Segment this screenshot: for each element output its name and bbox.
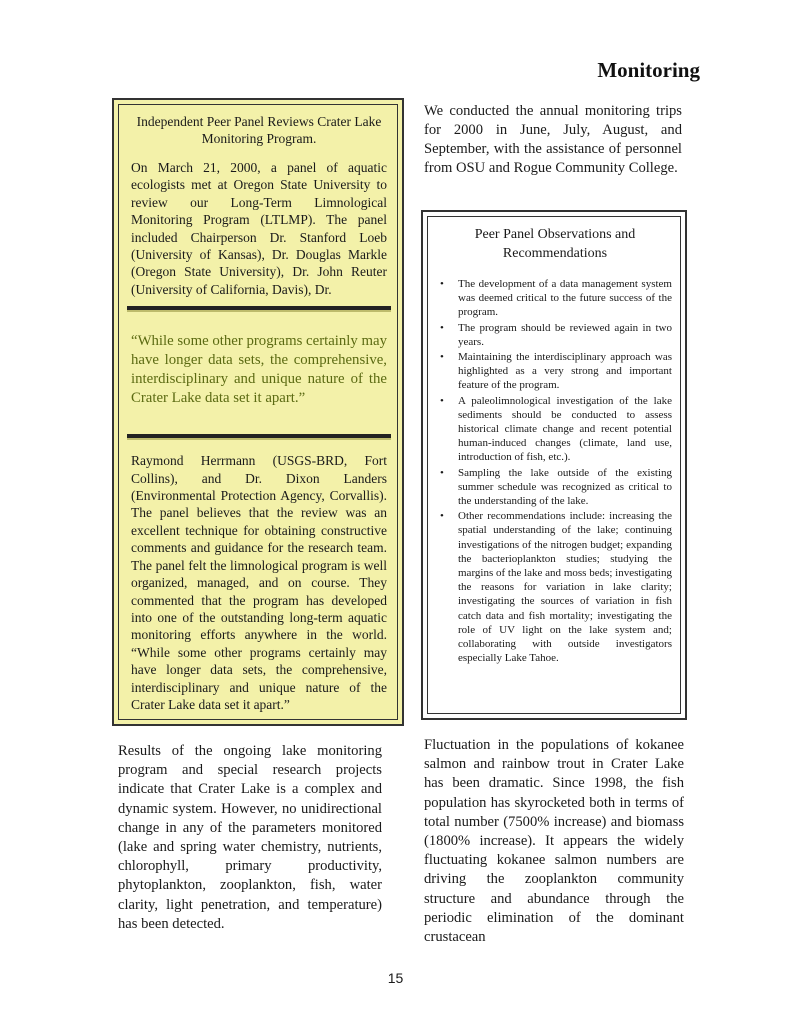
sidebar-pull-quote: “While some other programs certainly may have longer data sets, the comprehensive, interdisciplinary and unique nature of the Crater Lake data set it apart.” [131,333,387,407]
list-item-text: Sampling the lake outside of the existing summer schedule was recognized as critical to the understanding of the lake. [458,466,672,508]
bullet-icon: • [440,394,444,407]
list-item-text: The development of a data management system was deemed critical to the future success of the program. [458,278,672,319]
list-item [438,509,672,665]
sidebar-paragraph-2: Raymond Herrmann (USGS-BRD, Fort Collins), and Dr. Dixon Landers (Environmental Protection Agency, Corvallis). The panel believes that the review was an excellent technique for obtaining constructive comments and guidance for the research team. The panel felt the limnological program is well organized, managed, and on course. They commented that the program has developed into one of the outstanding long-term aquatic monitoring efforts anywhere in the world. “While some other programs certainly may have longer data sets, the comprehensive, interdisciplinary and unique nature of the Crater Lake data set it apart.” [131,453,387,712]
list-item-text: A paleolimnological investigation of the lake sediments should be conducted to assess historical climate change and recent potential human-induced changes (climate, land use, introduction of fish, etc.). [458,394,672,464]
bullet-icon: • [440,278,444,290]
peer-panel-box [421,210,687,720]
peer-panel-box-inner [427,216,681,714]
bullet-icon: • [440,351,444,364]
list-item-text: The program should be reviewed again in two years. [458,321,672,348]
list-item-text: Maintaining the interdisciplinary approach was highlighted as a very strong and important feature of the program. [458,351,672,392]
sidebar-divider-top [127,306,391,310]
panel-heading: Peer Panel Observations and Recommendations [474,227,636,261]
results-paragraph: Results of the ongoing lake monitoring program and special research projects indicate that Crater Lake is a complex and dynamic system. However, no unidirectional change in any of the parameters monitored (lake and spring water chemistry, nutrients, chlorophyll, primary productivity, phytoplankton, zooplankton, fish, water clarity, light penetration, and temperature) has been detected. [118,743,382,932]
list-item [438,350,672,393]
page-title: Monitoring [597,58,700,82]
list-item [438,321,672,349]
sidebar-heading: Independent Peer Panel Reviews Crater Lake Monitoring Program. [136,114,382,146]
peer-review-sidebar-inner [118,104,398,720]
bullet-icon: • [440,510,444,523]
page-number: 15 [387,970,404,986]
list-item [438,277,672,320]
list-item [438,466,672,509]
sidebar-divider-bottom [127,434,391,438]
list-item [438,394,672,465]
peer-review-sidebar [112,98,404,726]
list-item-text: Other recommendations include: increasing the spatial understanding of the lake; continuing investigations of the nitrogen budget; expanding the bacterioplankton studies; studying the margins of the lake and moss beds; investigating the reasons for variation in lake clarity; investigating the sources of variation in fish catch data and fish mortality; investigating the role of UV light on the lake system and; collaborating with outside investigators especially Lake Tahoe. [458,510,672,665]
panel-recommendations-list [438,277,672,665]
bullet-icon: • [440,466,444,479]
bullet-icon: • [440,321,444,334]
intro-paragraph: We conducted the annual monitoring trips for 2000 in June, July, August, and September, with the assistance of personnel from OSU and Rogue Community College. [424,103,682,176]
sidebar-paragraph-1: On March 21, 2000, a panel of aquatic ecologists met at Oregon State University to review our Long-Term Limnological Monitoring Program (LTLMP). The panel included Chairperson Dr. Stanford Loeb (University of Kansas), Dr. Douglas Markle (Oregon State University), Dr. John Reuter (University of California, Davis), Dr. [131,160,387,297]
fluctuation-paragraph: Fluctuation in the populations of kokanee salmon and rainbow trout in Crater Lake has been dramatic. Since 1998, the fish population has skyrocketed both in terms of total number (7500% increase) and biomass (1800% increase). It appears the widely fluctuating kokanee salmon numbers are driving the zooplankton community structure and abundance through the periodic elimination of the dominant crustacean [424,737,684,946]
